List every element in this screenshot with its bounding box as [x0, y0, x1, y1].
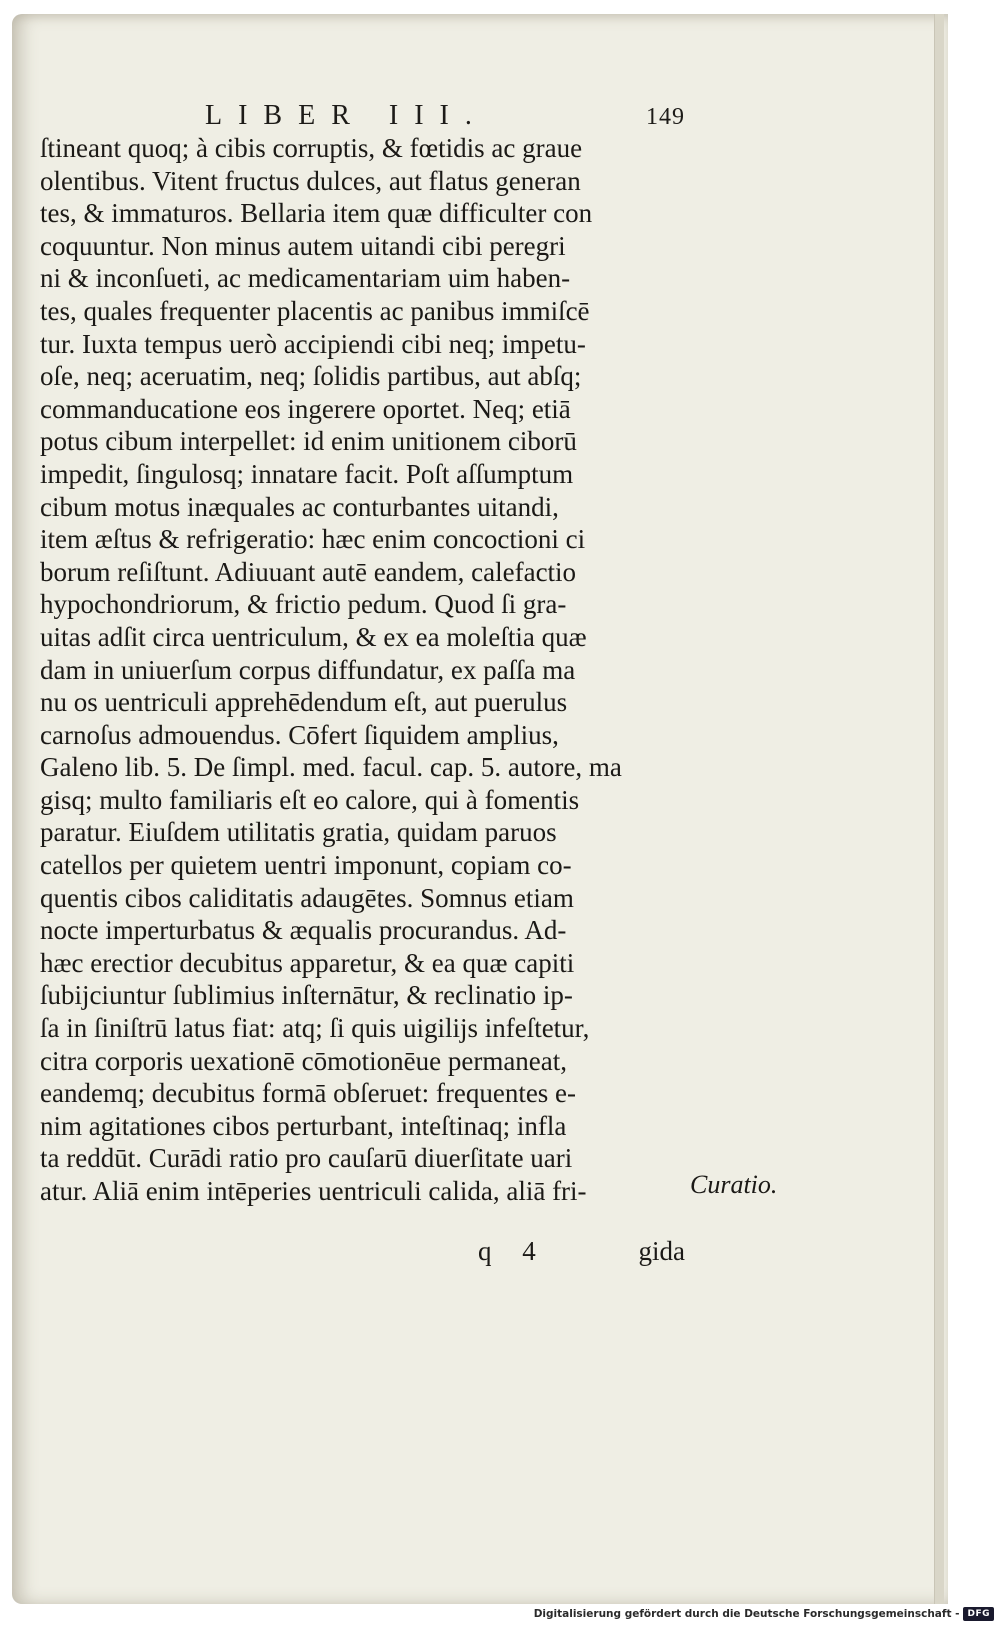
running-head: LIBER III.	[205, 100, 488, 131]
text-line: citra corporis uexationē cōmotionēue permaneat,	[40, 1045, 568, 1076]
page-footer	[470, 1236, 685, 1270]
margin-note: Curatio.	[690, 1170, 778, 1199]
text-line: paratur. Eiuſdem utilitatis gratia, quidam paruos	[40, 817, 557, 848]
text-line: atur. Aliā enim intēperies uentriculi calida, aliā fri-	[40, 1176, 587, 1206]
text-line: borum reſiſtunt. Adiuuant autē eandem, calefactio	[40, 556, 577, 587]
text-line: quentis cibos caliditatis adaugētes. Somnus etiam	[40, 882, 574, 913]
text-line: coquuntur. Non minus autem uitandi cibi peregri	[40, 230, 566, 261]
text-line: Galeno lib. 5. De ſimpl. med. facul. cap. 5. autore, ma	[40, 752, 622, 783]
text-line: olentibus. Vitent fructus dulces, aut flatus generan	[40, 165, 581, 196]
text-line: nu os uentriculi apprehēdendum eſt, aut puerulus	[40, 687, 568, 718]
text-line: ſubijciuntur ſublimius inſternātur, & reclinatio ip-	[40, 980, 573, 1011]
text-line: ni & inconſueti, ac medicamentariam uim haben-	[40, 263, 571, 294]
digitization-credit	[534, 1604, 994, 1624]
text-line: eandemq; decubitus formā obſeruet: frequentes e-	[40, 1078, 577, 1109]
page-number: 149	[646, 104, 685, 130]
text-line: tur. Iuxta tempus uerò accipiendi cibi neq; impetu-	[40, 328, 586, 359]
page-edge	[934, 14, 944, 1604]
text-line: potus cibum interpellet: id enim unitionem ciborū	[40, 426, 577, 457]
dfg-logo-icon: DFG	[963, 1607, 994, 1621]
text-line: cibum motus inæquales ac conturbantes uitandi,	[40, 491, 559, 522]
text-line: hæc erectior decubitus apparetur, & ea quæ capiti	[40, 947, 575, 978]
text-line: hypochondriorum, & frictio pedum. Quod ſi gra-	[40, 589, 567, 620]
text-line: carnoſus admouendus. Cōfert ſiquidem amplius,	[40, 719, 559, 750]
text-line: ſa in ſiniſtrū latus fiat: atq; ſi quis uigilijs infeſtetur,	[40, 1013, 590, 1044]
text-line: gisq; multo familiaris eſt eo calore, qui à fomentis	[40, 784, 580, 815]
body-text	[40, 132, 680, 1208]
signature-mark: q 4	[478, 1236, 548, 1266]
text-line: commanducatione eos ingerere oportet. Neq; etiā	[40, 393, 571, 424]
text-line: dam in uniuerſum corpus diffundatur, ex paſſa ma	[40, 654, 576, 685]
text-line: ta reddūt. Curādi ratio pro cauſarū diuerſitate uari	[40, 1143, 573, 1174]
text-line: nim agitationes cibos perturbant, inteſtinaq; infla	[40, 1110, 567, 1141]
text-line: item æſtus & refrigeratio: hæc enim concoctioni ci	[40, 524, 586, 555]
text-line: nocte imperturbatus & æqualis procurandus. Ad-	[40, 915, 567, 946]
text-line: uitas adſit circa uentriculum, & ex ea moleſtia quæ	[40, 621, 587, 652]
text-line: ſtineant quoq; à cibis corruptis, & fœtidis ac graue	[40, 133, 583, 163]
catchword: gida	[638, 1236, 685, 1266]
text-line: catellos per quietem uentri imponunt, copiam co-	[40, 850, 572, 881]
text-line: impedit, ſingulosq; innatare facit. Poſt aſſumptum	[40, 458, 574, 489]
text-line: tes, quales frequenter placentis ac panibus immiſcē	[40, 295, 590, 326]
credit-text: Digitalisierung gefördert durch die Deutsche Forschungsgemeinschaft -	[533, 1608, 960, 1620]
page-header	[205, 100, 685, 132]
text-line: oſe, neq; aceruatim, neq; ſolidis partibus, aut abſq;	[40, 361, 582, 392]
text-line: tes, & immaturos. Bellaria item quæ difficulter con	[40, 198, 593, 229]
